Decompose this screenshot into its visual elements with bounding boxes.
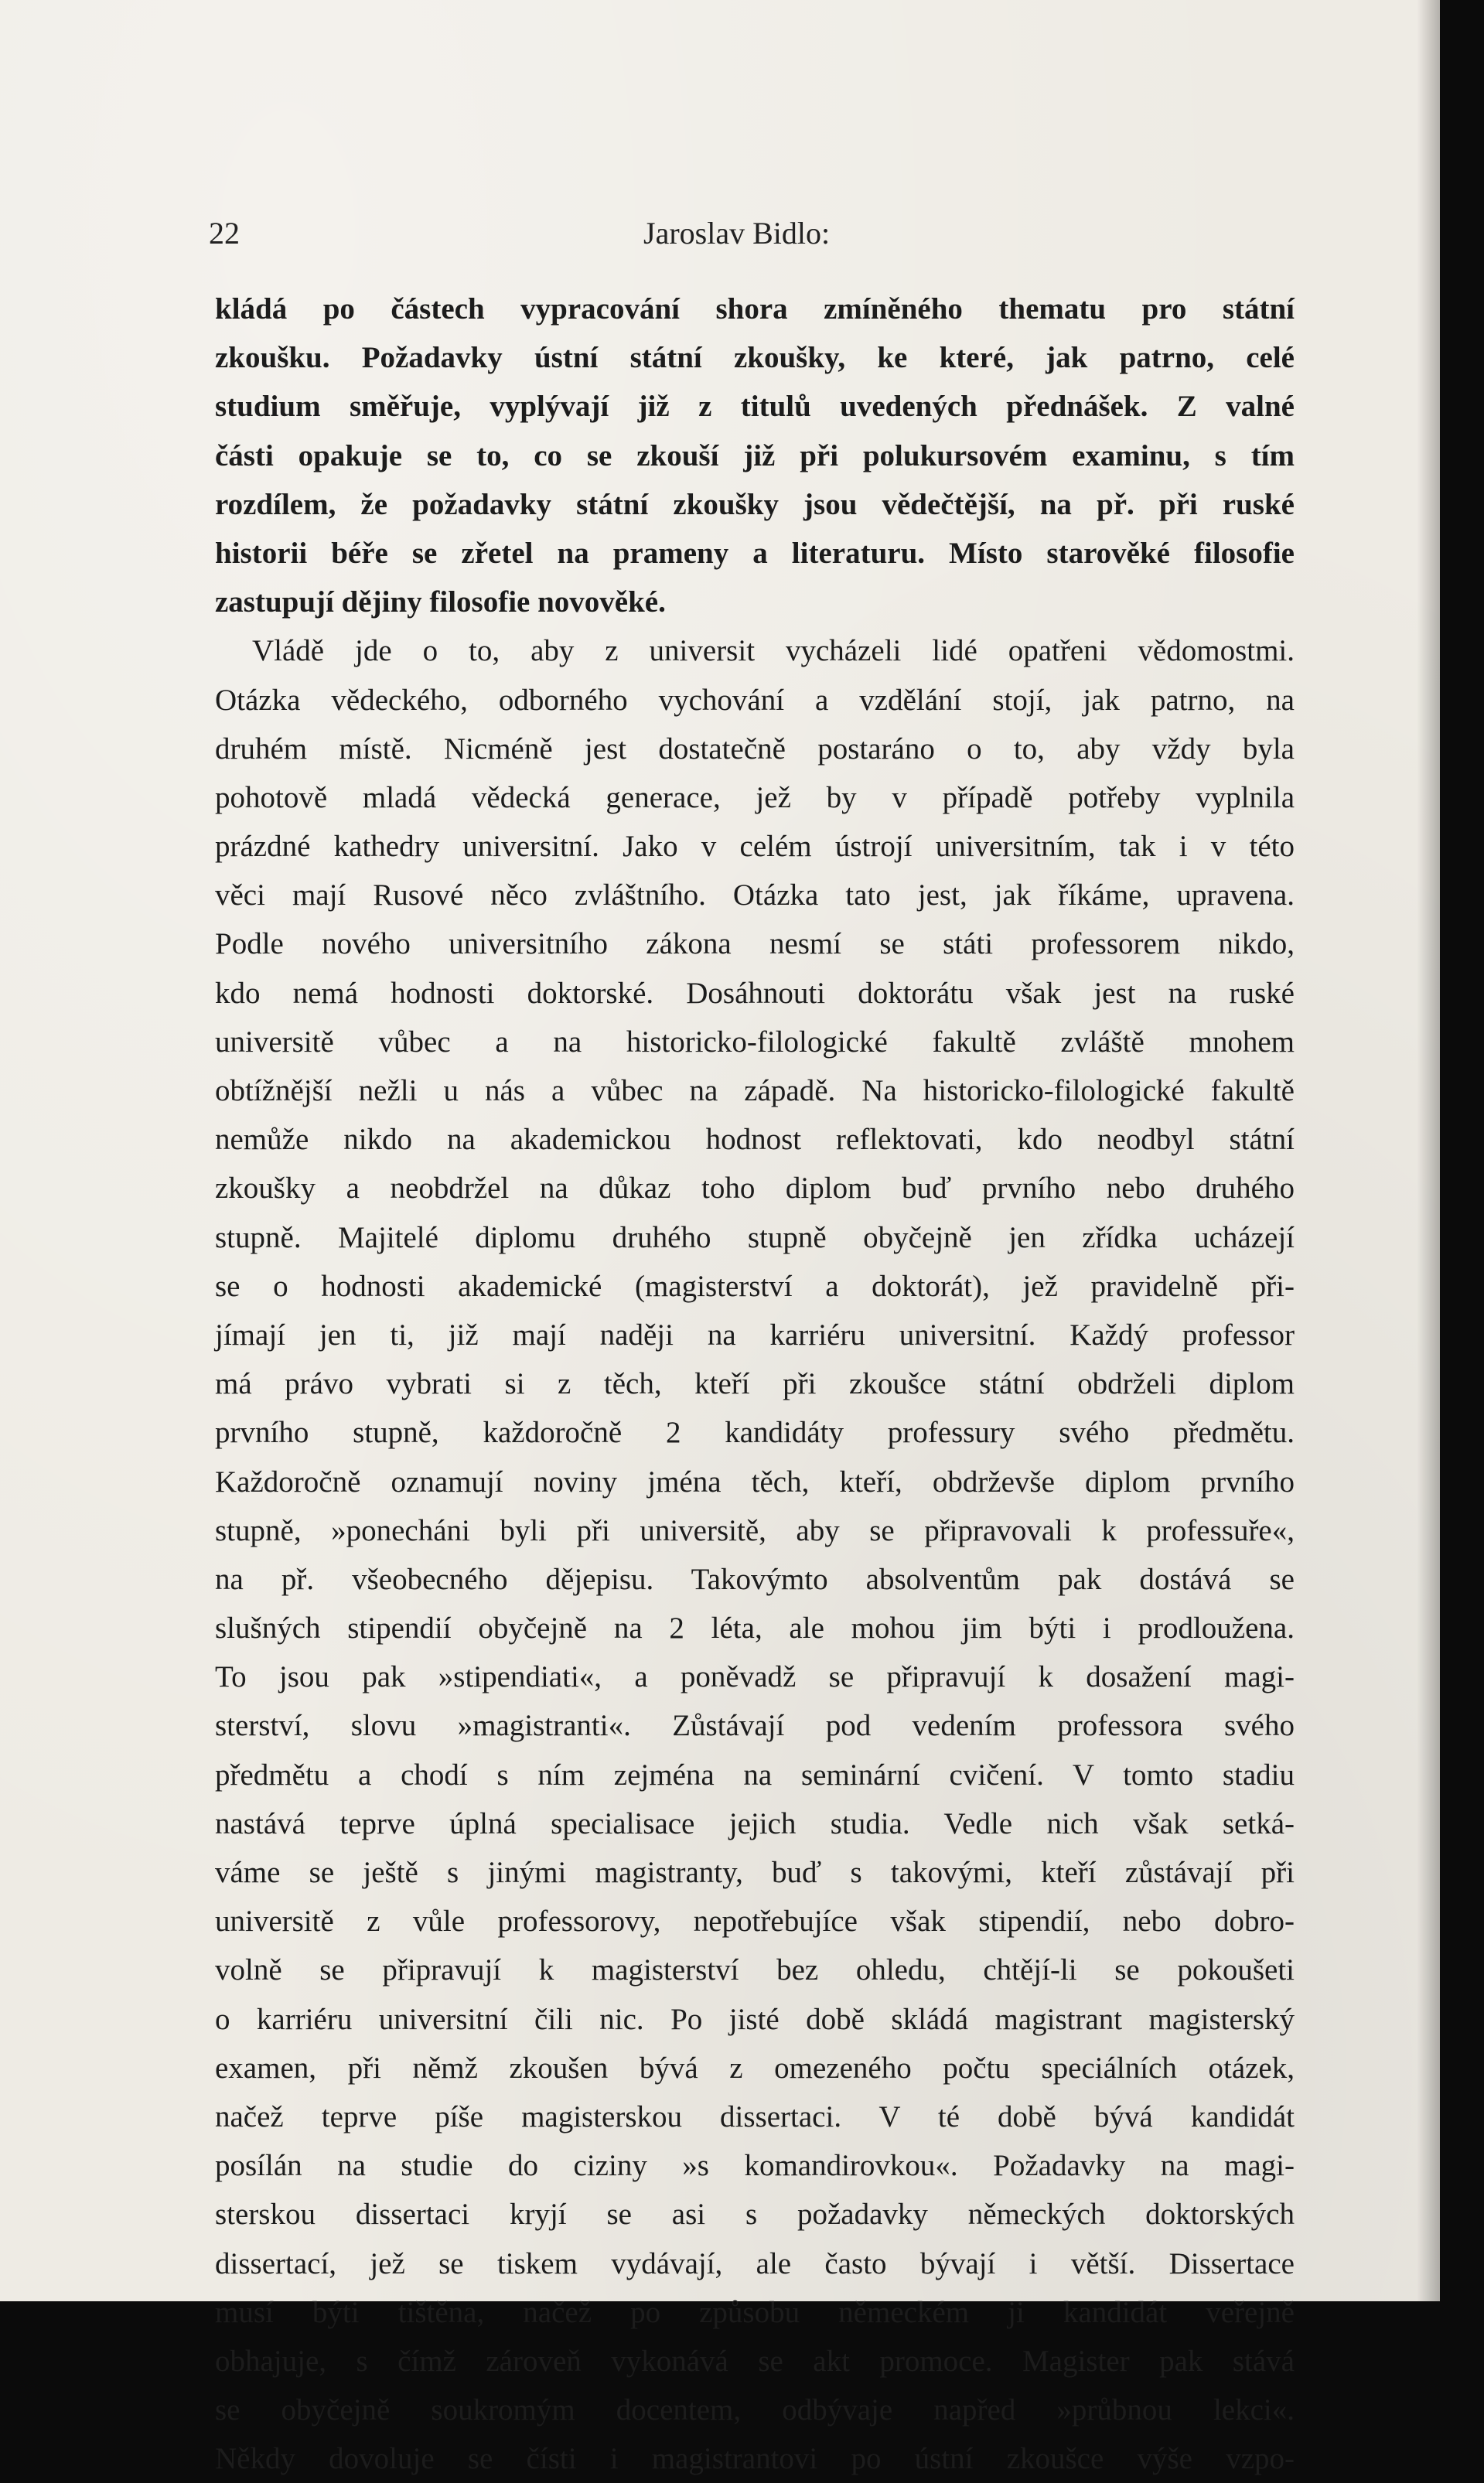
- text-line: dissertací, jež se tiskem vydávají, ale často bývají i větší. Dissertace: [215, 2246, 1295, 2280]
- page-header: [209, 215, 1291, 261]
- running-head: Jaroslav Bidlo:: [643, 216, 831, 251]
- text-line: studium směřuje, vyplývají již z titulů uvedených přednášek. Z valné: [215, 390, 1295, 424]
- text-line: se o hodnosti akademické (magisterství a doktorát), jež pravidelně při-: [215, 1269, 1295, 1303]
- text-line: stupně, »ponecháni byli při universitě, aby se připravovali k professuře«,: [215, 1513, 1295, 1547]
- text-line: obtížnější nežli u nás a vůbec na západě. Na historicko-filologické fakultě: [215, 1074, 1295, 1107]
- body-text: [215, 285, 1295, 2483]
- text-line: musí býti tištěna, načež po způsobu německém ji kandidát veřejně: [215, 2295, 1295, 2329]
- text-line: Podle nového universitního zákona nesmí se státi professorem nikdo,: [215, 927, 1295, 961]
- text-line: má právo vybrati si z těch, kteří při zkoušce státní obdrželi diplom: [215, 1367, 1295, 1401]
- text-line: prázdné kathedry universitní. Jako v celém ústrojí universitním, tak i v této: [215, 830, 1295, 864]
- text-line: posílán na studie do ciziny »s komandirovkou«. Požadavky na magi-: [215, 2149, 1295, 2183]
- text-line: examen, při němž zkoušen bývá z omezeného počtu speciálních otázek,: [215, 2051, 1295, 2085]
- text-line: To jsou pak »stipendiati«, a poněvadž se připravují k dosažení magi-: [215, 1660, 1295, 1694]
- text-line: kdo nemá hodnosti doktorské. Dosáhnouti doktorátu však jest na ruské: [215, 976, 1295, 1010]
- text-line: nastává teprve úplná specialisace jejich studia. Vedle nich však setká-: [215, 1806, 1295, 1840]
- text-line: universitě z vůle professorovy, nepotřebujíce však stipendií, nebo dobro-: [215, 1905, 1295, 1939]
- text-line: Někdy dovoluje se čísti i magistrantovi po ústní zkoušce výše vzpo-: [215, 2442, 1295, 2476]
- text-line: rozdílem, že požadavky státní zkoušky jsou vědečtější, na př. při ruské: [215, 487, 1295, 521]
- text-line: zastupují dějiny filosofie novověké.: [215, 585, 666, 619]
- text-line: kládá po částech vypracování shora zmíněného thematu pro státní: [215, 292, 1295, 326]
- text-line: pohotově mladá vědecká generace, jež by v případě potřeby vyplnila: [215, 780, 1295, 814]
- text-line: Každoročně oznamují noviny jména těch, kteří, obdrževše diplom prvního: [215, 1465, 1295, 1499]
- text-line: předmětu a chodí s ním zejména na seminární cvičení. V tomto stadiu: [215, 1758, 1295, 1792]
- text-line: na př. všeobecného dějepisu. Takovýmto absolventům pak dostává se: [215, 1562, 1295, 1596]
- text-line: slušných stipendií obyčejně na 2 léta, ale mohou jim býti i prodloužena.: [215, 1612, 1295, 1646]
- text-line: Vládě jde o to, aby z universit vycházeli lidé opatřeni vědomostmi.: [252, 634, 1295, 668]
- text-line: sterskou dissertaci kryjí se asi s požadavky německých doktorských: [215, 2198, 1295, 2232]
- text-line: obhajuje, s čímž zároveň vykonává se akt promoce. Magister pak stává: [215, 2344, 1295, 2378]
- text-line: jímají jen ti, již mají naději na karriéru universitní. Každý professor: [215, 1318, 1295, 1352]
- text-line: prvního stupně, každoročně 2 kandidáty professury svého předmětu.: [215, 1416, 1295, 1450]
- text-line: druhém místě. Nicméně jest dostatečně postaráno o to, aby vždy byla: [215, 732, 1295, 766]
- text-line: o karriéru universitní čili nic. Po jisté době skládá magistrant magisterský: [215, 2002, 1295, 2036]
- text-line: části opakuje se to, co se zkouší již při polukursovém examinu, s tím: [215, 438, 1295, 472]
- text-line: Otázka vědeckého, odborného vychování a vzdělání stojí, jak patrno, na: [215, 683, 1295, 717]
- text-line: zkoušky a neobdržel na důkaz toho diplom buď prvního nebo druhého: [215, 1172, 1295, 1206]
- text-line: věci mají Rusové něco zvláštního. Otázka tato jest, jak říkáme, upravena.: [215, 878, 1295, 912]
- page-number: 22: [209, 216, 240, 251]
- text-line: váme se ještě s jinými magistranty, buď s takovými, kteří zůstávají při: [215, 1856, 1295, 1889]
- text-line: volně se připravují k magisterství bez ohledu, chtějí-li se pokoušeti: [215, 1953, 1295, 1987]
- text-line: universitě vůbec a na historicko-filologické fakultě zvláště mnohem: [215, 1025, 1295, 1059]
- text-line: zkoušku. Požadavky ústní státní zkoušky, ke které, jak patrno, celé: [215, 341, 1295, 375]
- page-edge-shadow: [1417, 0, 1440, 2301]
- text-line: historii béře se zřetel na prameny a literaturu. Místo starověké filosofie: [215, 536, 1295, 570]
- text-line: se obyčejně soukromým docentem, odbývaje napřed »průbnou lekci«.: [215, 2393, 1295, 2427]
- text-line: nemůže nikdo na akademickou hodnost reflektovati, kdo neodbyl státní: [215, 1123, 1295, 1157]
- text-line: sterství, slovu »magistranti«. Zůstávají pod vedením professora svého: [215, 1709, 1295, 1743]
- text-line: stupně. Majitelé diplomu druhého stupně obyčejně jen zřídka ucházejí: [215, 1220, 1295, 1254]
- text-line: načež teprve píše magisterskou dissertaci. V té době bývá kandidát: [215, 2099, 1295, 2133]
